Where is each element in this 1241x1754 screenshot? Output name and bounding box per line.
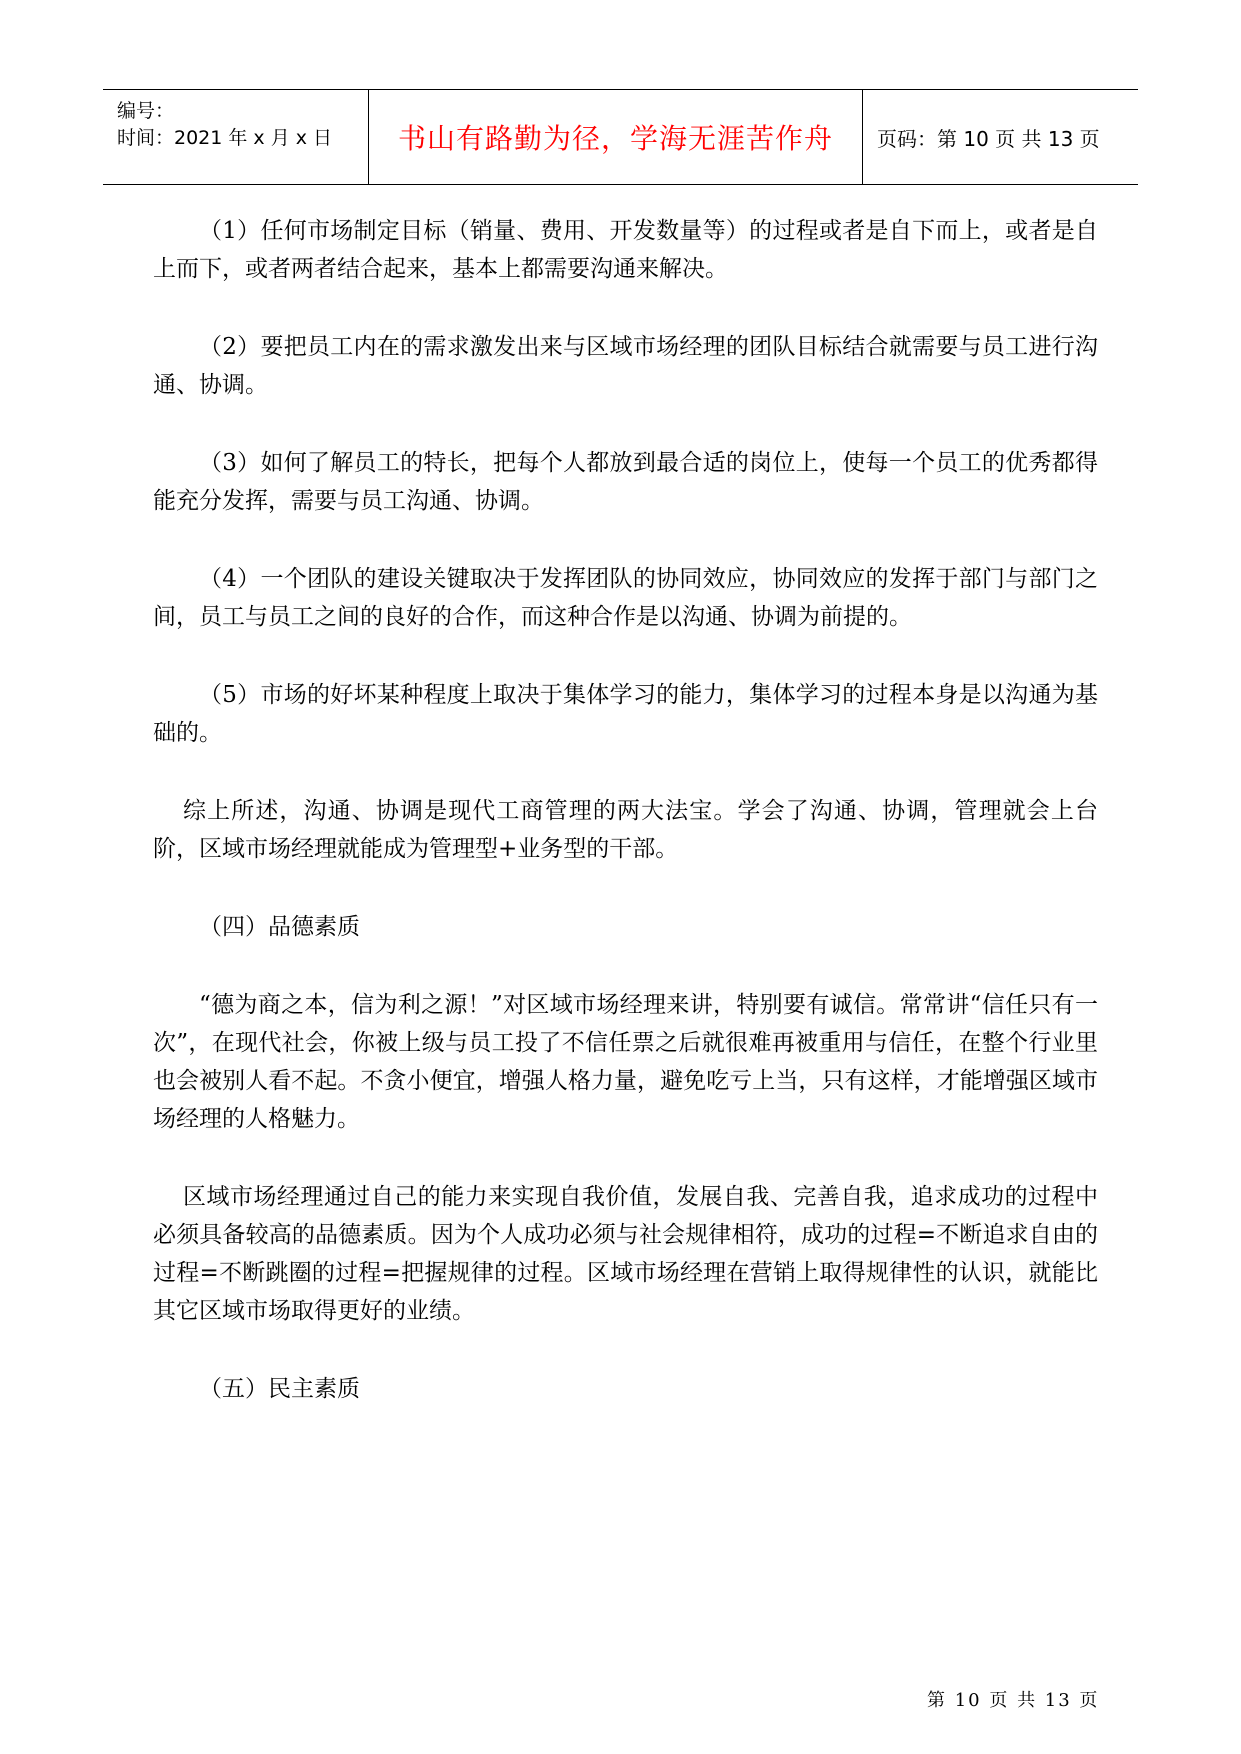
document-time-label: 时间：2021 年 x 月 x 日 (117, 127, 333, 149)
document-number-label: 编号： (117, 100, 175, 122)
paragraph-2: （2）要把员工内在的需求激发出来与区域市场经理的团队目标结合就需要与员工进行沟通、协调。 (153, 334, 1098, 398)
paragraph-1: （1）任何市场制定目标（销量、费用、开发数量等）的过程或者是自下而上，或者是自上而下，或者两者结合起来，基本上都需要沟通来解决。 (153, 218, 1098, 282)
header-motto: 书山有路勤为径，学海无涯苦作舟 (397, 122, 833, 155)
header-page-code-cell (863, 90, 1138, 184)
summary-paragraph: 综上所述，沟通、协调是现代工商管理的两大法宝。学会了沟通、协调，管理就会上台阶，区域市场经理就能成为管理型+业务型的干部。 (153, 798, 1098, 862)
header-meta (103, 90, 369, 184)
document-body (153, 212, 1098, 1448)
morality-paragraph-1: “德为商之本，信为利之源！”对区域市场经理来讲，特别要有诚信。常常讲“信任只有一次”，在现代社会，你被上级与员工投了不信任票之后就很难再被重用与信任，在整个行业里也会被别人看不起。不贪小便宜，增强人格力量，避免吃亏上当，只有这样，才能增强区域市场经理的人格魅力。 (153, 992, 1098, 1132)
paragraph-4: （4）一个团队的建设关键取决于发挥团队的协同效应，协同效应的发挥于部门与部门之间，员工与员工之间的良好的合作，而这种合作是以沟通、协调为前提的。 (153, 566, 1098, 630)
section-heading-democracy: （五）民主素质 (199, 1376, 360, 1402)
header-page-code: 页码：第 10 页 共 13 页 (877, 126, 1100, 151)
header-motto-cell (369, 90, 863, 184)
page-header (103, 89, 1138, 185)
section-heading-morality: （四）品德素质 (199, 914, 360, 940)
morality-paragraph-2: 区域市场经理通过自己的能力来实现自我价值，发展自我、完善自我，追求成功的过程中必须具备较高的品德素质。因为个人成功必须与社会规律相符，成功的过程=不断追求自由的过程=不断跳圈的过程=把握规律的过程。区域市场经理在营销上取得规律性的认识，就能比其它区域市场取得更好的业绩。 (153, 1184, 1098, 1324)
paragraph-3: （3）如何了解员工的特长，把每个人都放到最合适的岗位上，使每一个员工的优秀都得能充分发挥，需要与员工沟通、协调。 (153, 450, 1098, 514)
paragraph-5: （5）市场的好坏某种程度上取决于集体学习的能力，集体学习的过程本身是以沟通为基础的。 (153, 682, 1098, 746)
page-footer: 第 10 页 共 13 页 (927, 1690, 1100, 1711)
